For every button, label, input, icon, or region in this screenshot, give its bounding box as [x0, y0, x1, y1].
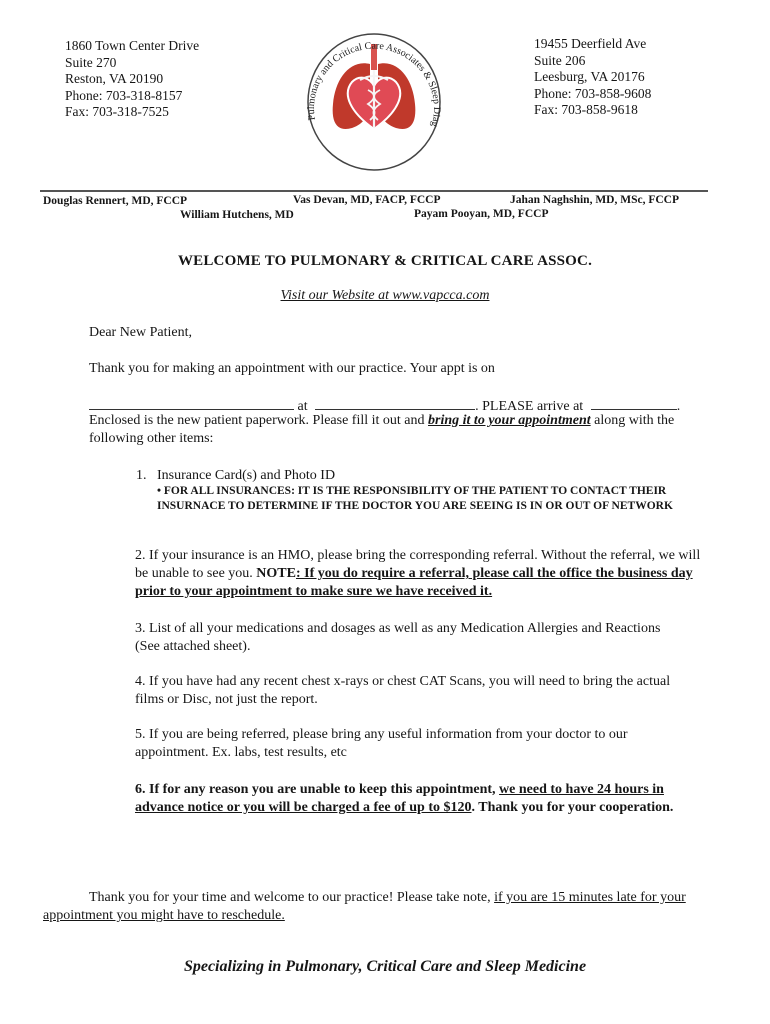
item-1-number: 1. — [136, 468, 147, 483]
item-3: 3. List of all your medications and dosages as well as any Medication Allergies and Reactions (See attached sheet). — [135, 621, 661, 654]
item-6-text-end: . Thank you for your cooperation. — [471, 800, 674, 815]
left-address-line: Reston, VA 20190 — [65, 71, 164, 86]
page-title: WELCOME TO PULMONARY & CRITICAL CARE ASSOC. — [177, 253, 593, 269]
enclosed-text: Enclosed is the new patient paperwork. Please fill it out and — [89, 413, 429, 428]
item-6 — [135, 781, 705, 817]
right-address-line: 19455 Deerfield Ave — [534, 36, 647, 51]
website-link[interactable]: Visit our Website at www.vapcca.com — [280, 288, 490, 303]
appointment-date-blank[interactable] — [89, 395, 294, 410]
closing-paragraph — [43, 889, 693, 925]
item-4: 4. If you have had any recent chest x-rays or chest CAT Scans, you will need to bring the actual films or Disc, not just the report. — [135, 674, 671, 707]
item-6-underlined: we need to have 24 hours in advance notice or you will be charged a fee of up to $120 — [135, 782, 664, 815]
doctor-name: Payam Pooyan, MD, FCCP — [414, 208, 549, 220]
left-address-line: Phone: 703-318-8157 — [65, 87, 183, 103]
doctor-name: Douglas Rennert, MD, FCCP — [43, 195, 188, 207]
enclosed-paragraph — [89, 412, 714, 448]
item-2 — [135, 547, 710, 601]
left-address-line: 1860 Town Center Drive — [65, 38, 200, 53]
item-2-note: : If you do require a referral, please call the office the business day prior to your appointment to make sure we have received it. — [135, 566, 693, 599]
doctor-name: Jahan Naghshin, MD, MSc, FCCP — [510, 194, 680, 206]
lungs-caduceus-icon — [290, 24, 458, 174]
item-2-text: 2. If your insurance is an HMO, please bring the corresponding referral. Without the referral, we will be unable to see you. — [135, 548, 701, 581]
left-address — [65, 38, 199, 121]
item-6-text: 6. If for any reason you are unable to keep this appointment, — [135, 782, 500, 797]
appointment-time-blank[interactable] — [315, 395, 475, 410]
intro-text: Thank you for making an appointment with our practice. Your appt is on — [89, 361, 495, 376]
closing-underlined: if you are 15 minutes late for your appointment you might have to reschedule. — [43, 890, 686, 923]
right-address-line: Suite 206 — [534, 52, 586, 68]
doctor-name: William Hutchens, MD — [180, 209, 294, 221]
arrival-time-blank[interactable] — [591, 395, 677, 410]
left-address-line: Fax: 703-318-7525 — [65, 104, 169, 119]
greeting: Dear New Patient, — [89, 325, 193, 340]
footer-tagline: Specializing in Pulmonary, Critical Care and Sleep Medicine — [183, 958, 587, 975]
practice-logo — [290, 24, 458, 174]
doctor-name: Vas Devan, MD, FACP, FCCP — [293, 194, 441, 206]
arrive-end: . — [676, 399, 681, 414]
item-2-note-label: NOTE — [256, 566, 296, 581]
at-text: at — [297, 399, 308, 414]
item-1-text: Insurance Card(s) and Photo ID — [157, 468, 336, 483]
arrive-text: . PLEASE arrive at — [475, 399, 584, 414]
left-address-line: Suite 270 — [65, 54, 117, 70]
header-divider — [40, 190, 708, 192]
enclosed-text-end: along with the following other items: — [89, 413, 675, 446]
enclosed-emphasis: bring it to your appointment — [428, 413, 591, 428]
logo-ring-text: Pulmonary and Critical Care Associates & Sleep Diag — [305, 40, 443, 128]
right-address — [534, 36, 651, 119]
item-1-note: • FOR ALL INSURANCES: IT IS THE RESPONSIBILITY OF THE PATIENT TO CONTACT THEIR INSURNACE TO DETERMINE IF THE DOCTOR YOU ARE SEEING IS IN OR OUT OF NETWORK — [157, 485, 673, 512]
right-address-line: Fax: 703-858-9618 — [534, 102, 638, 117]
right-address-line: Leesburg, VA 20176 — [534, 69, 645, 84]
right-address-line: Phone: 703-858-9608 — [534, 85, 652, 101]
item-5: 5. If you are being referred, please bring any useful information from your doctor to our appointment. Ex. labs, test results, etc — [135, 727, 628, 760]
closing-text: Thank you for your time and welcome to our practice! Please take note, — [89, 890, 495, 905]
